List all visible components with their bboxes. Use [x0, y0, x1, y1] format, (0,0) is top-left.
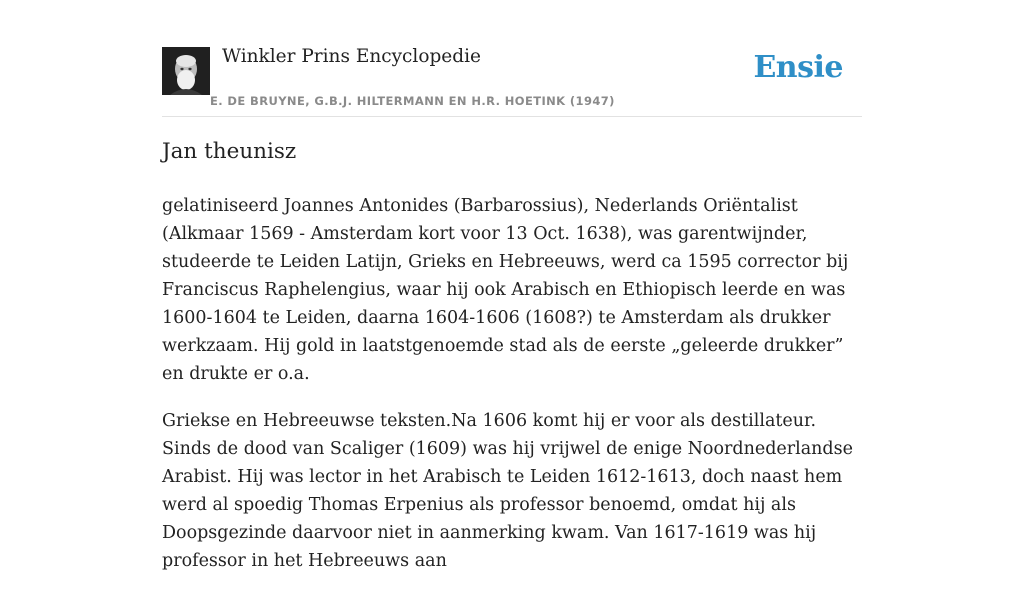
author-avatar-icon[interactable] — [162, 47, 210, 95]
article-body — [162, 192, 867, 594]
publication-title[interactable]: Winkler Prins Encyclopedie — [222, 46, 481, 67]
publication-authors: E. DE BRUYNE, G.B.J. HILTERMANN EN H.R. HOETINK (1947) — [210, 94, 615, 108]
ensie-logo-link[interactable]: Ensie — [753, 50, 843, 85]
article-title: Jan theunisz — [162, 139, 297, 164]
article-paragraph: Griekse en Hebreeuwse teksten.Na 1606 komt hij er voor als destillateur. Sinds de dood van Scaliger (1609) was hij vrijwel de enige Noordnederlandse Arabist. Hij was lector in het Arabisch te Leiden 1612-1613, doch naast hem werd al spoedig Thomas Erpenius als professor benoemd, omdat hij als Doopsgezinde daarvoor niet in aanmerking kwam. Van 1617-1619 was hij professor in het Hebreeuws aan — [162, 411, 853, 571]
site-header — [162, 44, 862, 117]
article-paragraph: gelatiniseerd Joannes Antonides (Barbarossius), Nederlands Oriëntalist (Alkmaar 1569 - Amsterdam kort voor 13 Oct. 1638), was garentwijnder, studeerde te Leiden Latijn, Grieks en Hebreeuws, werd ca 1595 corrector bij Franciscus Raphelengius, waar hij ook Arabisch en Ethiopisch leerde en was 1600-1604 te Leiden, daarna 1604-1606 (1608?) te Amsterdam als drukker werkzaam. Hij gold in laatstgenoemde stad als de eerste „geleerde drukker” en drukte er o.a. — [162, 196, 849, 384]
